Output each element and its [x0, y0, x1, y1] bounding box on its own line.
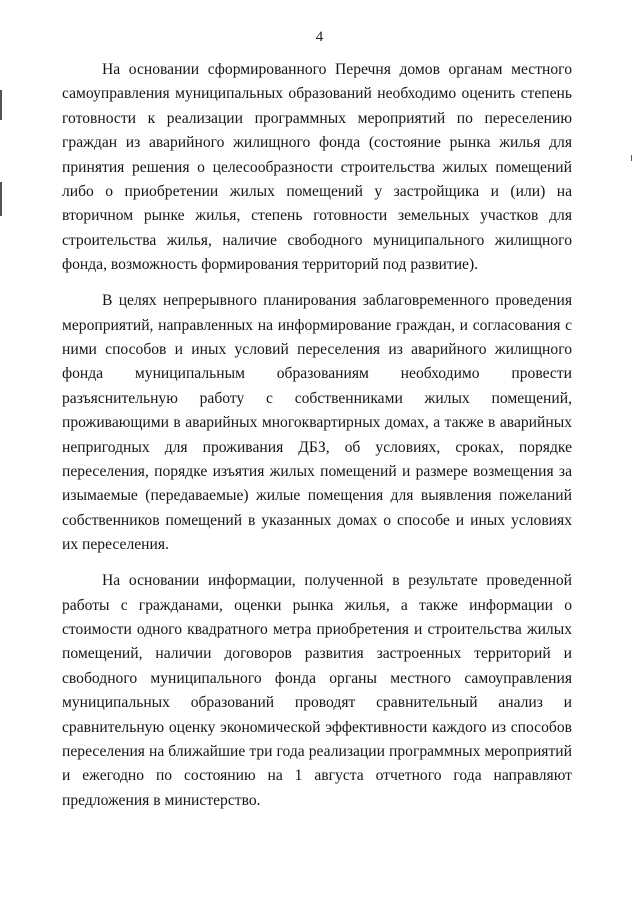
- paragraph-1: На основании сформированного Перечня домов органам местного самоуправления муниципальных образований необходимо оценить степень готовности к реализации программных мероприятий по переселению граждан из аварийного жилищного фонда (состояние рынка жилья для принятия решения о целесообразности строительства жилых помещений либо о приобретении жилых помещений у застройщика и (или) на вторичном рынке жилья, степень готовности земельных участков для строительства жилья, наличие свободного муниципального жилищного фонда, возможность формирования территорий под развитие).: [62, 61, 572, 274]
- paragraph-3: На основании информации, полученной в результате проведенной работы с гражданами, оценки рынка жилья, а также информации о стоимости одного квадратного метра приобретения и строительства жилых помещений, наличии договоров развития застроенных территорий и свободного муниципального фонда органы местного самоуправления муниципальных образований проводят сравнительный анализ и сравнительную оценку экономической эффективности каждого из способов переселения на ближайшие три года реализации программных мероприятий и ежегодно по состоянию на 1 августа отчетного года направляют предложения в министерство.: [62, 572, 572, 809]
- paragraph-2: В целях непрерывного планирования заблаговременного проведения мероприятий, направленных на информирование граждан, и согласования с ними способов и иных условий переселения из аварийного жилищного фонда муниципальным образованиям необходимо провести разъяснительную работу с собственниками жилых помещений, проживающими в аварийных многоквартирных домах, а также в аварийных непригодных для проживания ДБЗ, об условиях, сроках, порядке переселения, порядке изъятия жилых помещений и размере возмещения за изымаемые (передаваемые) жилые помещения для выявления пожеланий собственников помещений в указанных домах о способе и иных условиях их переселения.: [62, 292, 572, 554]
- scan-edge-mark-right: [631, 155, 632, 161]
- document-body: [62, 58, 572, 825]
- page-number: 4: [315, 29, 324, 45]
- scan-edge-mark-middle: [0, 182, 2, 216]
- scan-edge-mark-top: [0, 90, 2, 120]
